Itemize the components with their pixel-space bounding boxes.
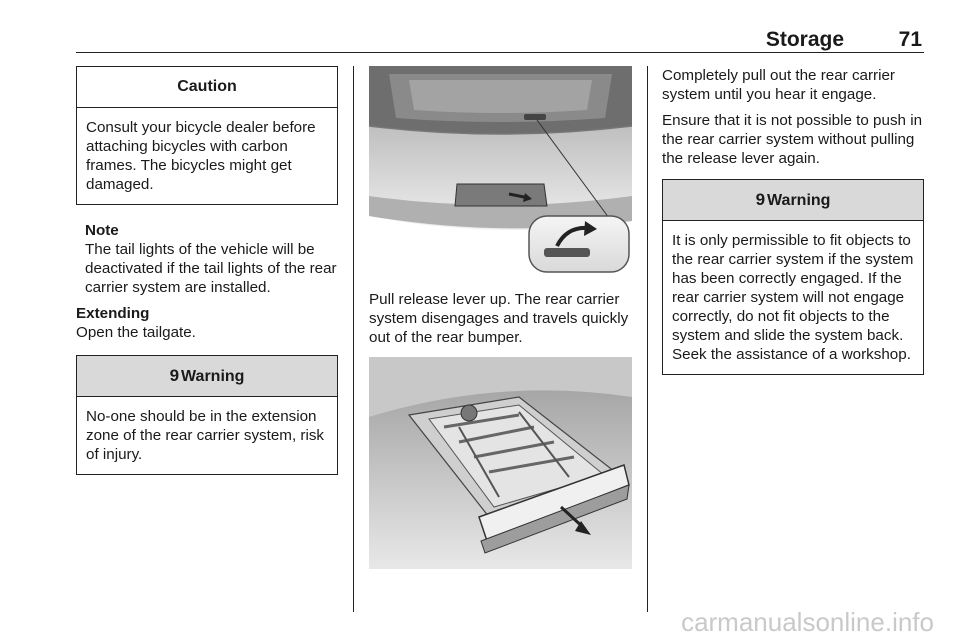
extending-text: Open the tailgate. (76, 324, 196, 341)
warning-text-2: It is only permissible to fit objects to the rear carrier system if the system has been correctly engaged. If the rear carrier system will not engage correctly, do not fit objects to the system and slide the system back. Seek the assistance of a workshop. (672, 232, 914, 363)
rear-carrier-icon (369, 357, 632, 569)
caution-title: Caution (77, 67, 337, 108)
warning-title-2 (663, 180, 923, 221)
page-number: 71 (898, 28, 922, 51)
warning-icon: 9 (755, 190, 766, 209)
column-divider-1 (353, 66, 354, 612)
note-text: The tail lights of the vehicle will be deactivated if the tail lights of the rear carrier system are installed. (85, 241, 337, 296)
column-2 (369, 66, 632, 569)
extending-heading: Extending (76, 305, 150, 322)
warning-title-1 (77, 356, 337, 397)
note-block (76, 221, 338, 297)
caution-box (76, 66, 338, 205)
caution-text: Consult your bicycle dealer before attaching bicycles with carbon frames. The bicycles might get damaged. (86, 119, 316, 193)
warning-icon: 9 (169, 366, 180, 385)
column-1 (76, 66, 338, 475)
carrier-extended-illustration (369, 357, 632, 569)
tailgate-lever-icon (369, 66, 632, 276)
column-3 (662, 66, 924, 375)
warning-label: Warning (767, 192, 831, 209)
warning-text-1: No-one should be in the extension zone of the rear carrier system, risk of injury. (86, 408, 325, 463)
watermark: carmanualsonline.info (681, 607, 934, 637)
release-lever-illustration (369, 66, 632, 276)
warning-box-1 (76, 355, 338, 475)
warning-box-2 (662, 179, 924, 375)
pull-out-text: Completely pull out the rear carrier system until you hear it engage. (662, 67, 895, 103)
page-header (76, 28, 924, 53)
section-title: Storage (765, 28, 844, 51)
ensure-text: Ensure that it is not possible to push in the rear carrier system without pulling the release lever again. (662, 112, 923, 167)
note-title: Note (85, 222, 119, 239)
column-divider-2 (647, 66, 648, 612)
release-lever-text: Pull release lever up. The rear carrier system disengages and travels quickly out of the rear bumper. (369, 291, 629, 346)
warning-label: Warning (181, 368, 245, 385)
